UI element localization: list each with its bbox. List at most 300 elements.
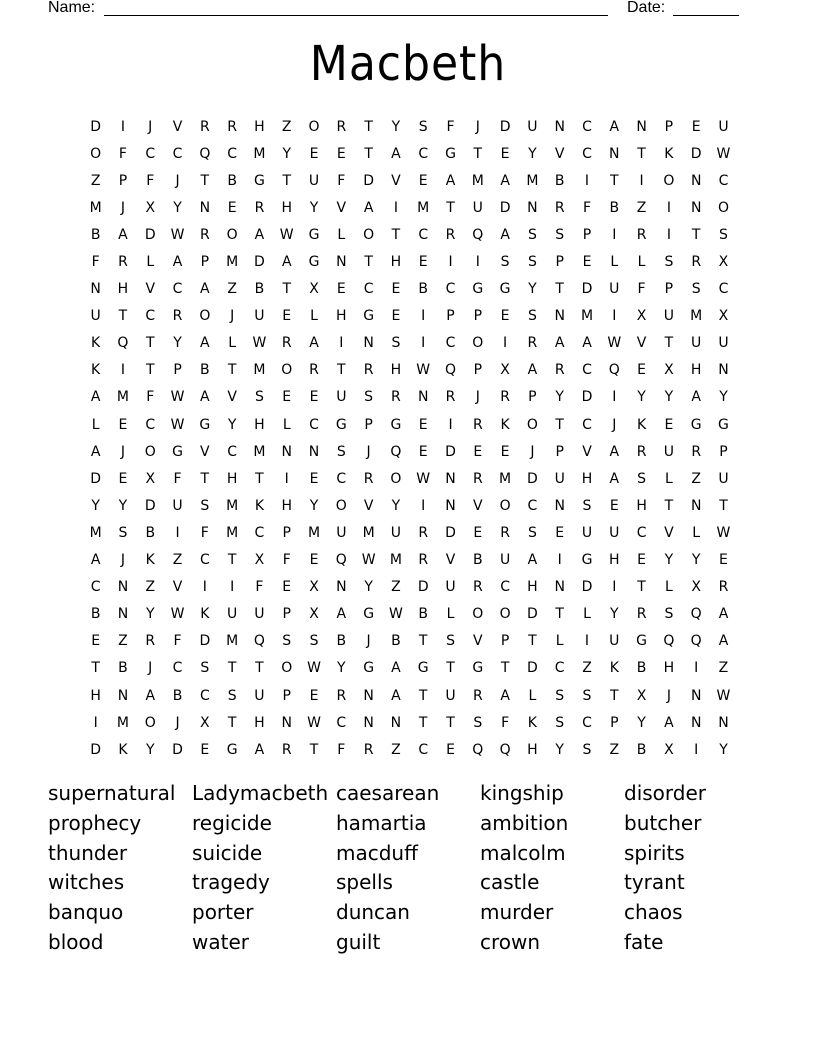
grid-letter[interactable]: P bbox=[528, 389, 537, 406]
grid-letter[interactable]: G bbox=[636, 633, 648, 650]
grid-letter[interactable]: X bbox=[636, 308, 647, 325]
grid-letter[interactable]: Y bbox=[391, 118, 401, 135]
grid-letter[interactable]: I bbox=[694, 660, 699, 677]
grid-letter[interactable]: O bbox=[90, 145, 102, 162]
grid-letter[interactable]: V bbox=[664, 524, 674, 541]
grid-letter[interactable]: T bbox=[118, 308, 128, 325]
grid-letter[interactable]: I bbox=[230, 579, 235, 596]
grid-letter[interactable]: D bbox=[144, 497, 156, 514]
grid-letter[interactable]: B bbox=[90, 226, 101, 243]
grid-letter[interactable]: M bbox=[526, 172, 539, 189]
grid-letter[interactable]: L bbox=[228, 335, 237, 352]
grid-letter[interactable]: U bbox=[445, 579, 456, 596]
grid-letter[interactable]: G bbox=[226, 741, 238, 758]
grid-letter[interactable]: G bbox=[472, 281, 484, 298]
grid-letter[interactable]: J bbox=[120, 199, 126, 216]
grid-letter[interactable]: O bbox=[663, 172, 675, 189]
grid-letter[interactable]: U bbox=[718, 470, 729, 487]
grid-letter[interactable]: B bbox=[227, 172, 237, 189]
grid-letter[interactable]: L bbox=[310, 308, 318, 325]
grid-letter[interactable]: Y bbox=[555, 389, 564, 406]
grid-letter[interactable]: N bbox=[690, 199, 702, 216]
grid-letter[interactable]: R bbox=[472, 687, 483, 704]
grid-letter[interactable]: X bbox=[718, 308, 729, 325]
grid-letter[interactable]: C bbox=[227, 443, 238, 460]
grid-letter[interactable]: K bbox=[636, 416, 647, 433]
grid-letter[interactable]: K bbox=[145, 552, 155, 569]
grid-letter[interactable]: E bbox=[500, 308, 510, 325]
grid-letter[interactable]: T bbox=[391, 226, 401, 243]
grid-letter[interactable]: R bbox=[472, 416, 483, 433]
grid-letter[interactable]: H bbox=[254, 416, 265, 433]
grid-letter[interactable]: H bbox=[609, 552, 620, 569]
grid-letter[interactable]: C bbox=[554, 660, 565, 677]
grid-letter[interactable]: L bbox=[583, 606, 591, 623]
grid-letter[interactable]: U bbox=[172, 497, 183, 514]
grid-letter[interactable]: T bbox=[637, 145, 646, 162]
grid-letter[interactable]: S bbox=[118, 524, 128, 541]
grid-letter[interactable]: R bbox=[636, 443, 647, 460]
grid-letter[interactable]: R bbox=[172, 308, 183, 325]
grid-letter[interactable]: Y bbox=[610, 606, 619, 623]
grid-letter[interactable]: Z bbox=[691, 470, 701, 487]
grid-letter[interactable]: C bbox=[418, 741, 429, 758]
grid-letter[interactable]: I bbox=[694, 741, 699, 758]
grid-letter[interactable]: E bbox=[582, 254, 592, 271]
grid-letter[interactable]: B bbox=[391, 633, 401, 650]
grid-letter[interactable]: F bbox=[173, 633, 182, 650]
grid-letter[interactable]: T bbox=[500, 660, 510, 677]
grid-letter[interactable]: N bbox=[636, 118, 647, 135]
grid-letter[interactable]: N bbox=[336, 579, 347, 596]
grid-letter[interactable]: H bbox=[281, 199, 292, 216]
grid-letter[interactable]: E bbox=[391, 281, 401, 298]
grid-letter[interactable]: V bbox=[554, 145, 565, 162]
grid-letter[interactable]: P bbox=[473, 308, 483, 325]
grid-letter[interactable]: W bbox=[307, 660, 321, 677]
grid-letter[interactable]: T bbox=[227, 552, 237, 569]
grid-letter[interactable]: C bbox=[145, 145, 156, 162]
grid-letter[interactable]: T bbox=[282, 172, 291, 189]
grid-letter[interactable]: Z bbox=[582, 660, 592, 677]
grid-letter[interactable]: S bbox=[664, 606, 674, 623]
grid-letter[interactable]: N bbox=[417, 389, 429, 406]
grid-letter[interactable]: B bbox=[636, 660, 647, 677]
grid-letter[interactable]: M bbox=[226, 254, 239, 271]
grid-letter[interactable]: Y bbox=[391, 497, 401, 514]
grid-letter[interactable]: G bbox=[718, 416, 729, 433]
grid-letter[interactable]: J bbox=[120, 443, 126, 460]
grid-letter[interactable]: R bbox=[718, 579, 729, 596]
grid-letter[interactable]: X bbox=[664, 741, 674, 758]
grid-letter[interactable]: R bbox=[227, 118, 237, 135]
grid-letter[interactable]: A bbox=[90, 389, 101, 406]
grid-letter[interactable]: J bbox=[175, 714, 180, 731]
grid-letter[interactable]: M bbox=[253, 145, 266, 162]
grid-letter[interactable]: A bbox=[391, 145, 401, 162]
grid-letter[interactable]: C bbox=[582, 362, 592, 379]
grid-letter[interactable]: A bbox=[691, 389, 701, 406]
grid-letter[interactable]: R bbox=[254, 199, 265, 216]
grid-letter[interactable]: P bbox=[664, 118, 674, 135]
grid-letter[interactable]: M bbox=[226, 633, 239, 650]
grid-letter[interactable]: Y bbox=[719, 741, 728, 758]
grid-letter[interactable]: T bbox=[637, 579, 646, 596]
grid-letter[interactable]: D bbox=[90, 118, 102, 135]
grid-letter[interactable]: F bbox=[501, 714, 510, 731]
grid-letter[interactable]: B bbox=[336, 633, 347, 650]
grid-letter[interactable]: B bbox=[418, 281, 429, 298]
grid-letter[interactable]: S bbox=[527, 308, 537, 325]
grid-letter[interactable]: C bbox=[418, 145, 429, 162]
grid-letter[interactable]: R bbox=[445, 389, 456, 406]
grid-letter[interactable]: C bbox=[445, 335, 456, 352]
grid-letter[interactable]: E bbox=[309, 687, 319, 704]
grid-letter[interactable]: Y bbox=[227, 416, 237, 433]
grid-letter[interactable]: I bbox=[448, 254, 453, 271]
grid-letter[interactable]: Y bbox=[145, 741, 155, 758]
grid-letter[interactable]: P bbox=[364, 416, 373, 433]
grid-letter[interactable]: N bbox=[445, 497, 456, 514]
grid-letter[interactable]: L bbox=[91, 416, 100, 433]
grid-letter[interactable]: T bbox=[555, 416, 564, 433]
grid-letter[interactable]: C bbox=[254, 524, 265, 541]
grid-letter[interactable]: J bbox=[666, 687, 671, 704]
grid-letter[interactable]: A bbox=[527, 362, 538, 379]
grid-letter[interactable]: P bbox=[582, 226, 592, 243]
grid-letter[interactable]: U bbox=[609, 633, 620, 650]
grid-letter[interactable]: E bbox=[336, 281, 346, 298]
grid-letter[interactable]: N bbox=[554, 579, 565, 596]
grid-letter[interactable]: M bbox=[499, 470, 512, 487]
grid-letter[interactable]: K bbox=[500, 416, 510, 433]
grid-letter[interactable]: A bbox=[336, 606, 347, 623]
grid-letter[interactable]: V bbox=[172, 579, 183, 596]
grid-letter[interactable]: E bbox=[118, 470, 128, 487]
grid-letter[interactable]: O bbox=[390, 470, 402, 487]
grid-letter[interactable]: N bbox=[554, 497, 565, 514]
grid-letter[interactable]: S bbox=[200, 660, 210, 677]
grid-letter[interactable]: J bbox=[230, 308, 235, 325]
grid-letter[interactable]: Z bbox=[636, 199, 647, 216]
grid-letter[interactable]: C bbox=[718, 172, 729, 189]
grid-letter[interactable]: F bbox=[146, 389, 155, 406]
grid-letter[interactable]: C bbox=[500, 579, 510, 596]
grid-letter[interactable]: M bbox=[690, 308, 703, 325]
grid-letter[interactable]: C bbox=[336, 470, 347, 487]
grid-letter[interactable]: V bbox=[227, 389, 237, 406]
grid-letter[interactable]: P bbox=[446, 308, 455, 325]
grid-letter[interactable]: R bbox=[691, 254, 702, 271]
grid-letter[interactable]: V bbox=[636, 335, 647, 352]
grid-letter[interactable]: O bbox=[226, 226, 238, 243]
grid-letter[interactable]: N bbox=[554, 118, 565, 135]
grid-letter[interactable]: Y bbox=[282, 145, 291, 162]
grid-letter[interactable]: F bbox=[146, 172, 155, 189]
grid-letter[interactable]: V bbox=[336, 199, 347, 216]
grid-letter[interactable]: U bbox=[609, 281, 620, 298]
grid-letter[interactable]: C bbox=[582, 416, 592, 433]
grid-letter[interactable]: V bbox=[145, 281, 156, 298]
grid-letter[interactable]: Z bbox=[391, 579, 401, 596]
grid-letter[interactable]: R bbox=[418, 552, 429, 569]
grid-letter[interactable]: N bbox=[363, 335, 374, 352]
grid-letter[interactable]: V bbox=[445, 552, 456, 569]
grid-letter[interactable]: Q bbox=[690, 606, 702, 623]
grid-letter[interactable]: D bbox=[690, 145, 702, 162]
grid-letter[interactable]: U bbox=[609, 524, 620, 541]
grid-letter[interactable]: Q bbox=[390, 443, 402, 460]
grid-letter[interactable]: S bbox=[527, 226, 537, 243]
grid-letter[interactable]: L bbox=[664, 579, 673, 596]
grid-letter[interactable]: R bbox=[199, 226, 210, 243]
grid-letter[interactable]: E bbox=[500, 145, 510, 162]
grid-letter[interactable]: A bbox=[254, 741, 265, 758]
grid-letter[interactable]: T bbox=[91, 660, 100, 677]
grid-letter[interactable]: M bbox=[116, 389, 129, 406]
grid-letter[interactable]: D bbox=[499, 199, 511, 216]
grid-letter[interactable]: R bbox=[281, 741, 292, 758]
grid-letter[interactable]: K bbox=[664, 145, 674, 162]
grid-letter[interactable]: M bbox=[253, 362, 266, 379]
grid-letter[interactable]: T bbox=[200, 470, 210, 487]
grid-letter[interactable]: R bbox=[472, 579, 483, 596]
grid-letter[interactable]: A bbox=[200, 281, 210, 298]
grid-letter[interactable]: H bbox=[390, 362, 402, 379]
grid-letter[interactable]: Y bbox=[637, 714, 646, 731]
grid-letter[interactable]: A bbox=[500, 172, 510, 189]
grid-letter[interactable]: U bbox=[227, 606, 238, 623]
grid-letter[interactable]: D bbox=[417, 579, 429, 596]
grid-letter[interactable]: N bbox=[117, 579, 129, 596]
grid-letter[interactable]: S bbox=[555, 687, 565, 704]
grid-letter[interactable]: U bbox=[527, 118, 538, 135]
grid-letter[interactable]: L bbox=[146, 254, 155, 271]
grid-letter[interactable]: K bbox=[118, 741, 128, 758]
grid-letter[interactable]: U bbox=[336, 524, 347, 541]
grid-letter[interactable]: A bbox=[500, 226, 510, 243]
grid-letter[interactable]: I bbox=[120, 362, 126, 379]
grid-letter[interactable]: C bbox=[582, 145, 592, 162]
grid-letter[interactable]: I bbox=[612, 579, 617, 596]
grid-letter[interactable]: A bbox=[718, 606, 729, 623]
grid-letter[interactable]: G bbox=[363, 606, 375, 623]
grid-letter[interactable]: C bbox=[718, 281, 729, 298]
grid-letter[interactable]: F bbox=[255, 579, 264, 596]
grid-letter[interactable]: C bbox=[172, 281, 183, 298]
grid-letter[interactable]: G bbox=[199, 416, 211, 433]
grid-letter[interactable]: G bbox=[363, 660, 375, 677]
grid-letter[interactable]: E bbox=[336, 145, 346, 162]
grid-letter[interactable]: G bbox=[254, 172, 265, 189]
grid-letter[interactable]: X bbox=[309, 281, 319, 298]
grid-letter[interactable]: R bbox=[636, 606, 647, 623]
grid-letter[interactable]: Y bbox=[555, 741, 564, 758]
grid-letter[interactable]: P bbox=[473, 362, 483, 379]
grid-letter[interactable]: A bbox=[609, 118, 620, 135]
grid-letter[interactable]: E bbox=[418, 254, 428, 271]
grid-letter[interactable]: N bbox=[281, 714, 292, 731]
grid-letter[interactable]: R bbox=[281, 335, 292, 352]
grid-letter[interactable]: W bbox=[607, 335, 622, 352]
grid-letter[interactable]: H bbox=[90, 687, 101, 704]
grid-letter[interactable]: D bbox=[527, 606, 538, 623]
grid-letter[interactable]: N bbox=[390, 714, 402, 731]
grid-letter[interactable]: P bbox=[500, 633, 510, 650]
grid-letter[interactable]: W bbox=[279, 226, 294, 243]
grid-letter[interactable]: X bbox=[309, 579, 319, 596]
grid-letter[interactable]: R bbox=[527, 335, 538, 352]
grid-letter[interactable]: Q bbox=[117, 335, 129, 352]
grid-letter[interactable]: Z bbox=[227, 281, 237, 298]
grid-letter[interactable]: E bbox=[637, 362, 647, 379]
grid-letter[interactable]: V bbox=[473, 497, 483, 514]
grid-letter[interactable]: G bbox=[472, 660, 484, 677]
grid-letter[interactable]: F bbox=[200, 524, 209, 541]
grid-letter[interactable]: U bbox=[718, 118, 729, 135]
grid-letter[interactable]: T bbox=[227, 362, 237, 379]
grid-letter[interactable]: A bbox=[200, 335, 210, 352]
grid-letter[interactable]: U bbox=[390, 524, 402, 541]
grid-letter[interactable]: C bbox=[145, 416, 156, 433]
grid-letter[interactable]: H bbox=[527, 741, 538, 758]
grid-letter[interactable]: C bbox=[199, 687, 210, 704]
grid-letter[interactable]: Q bbox=[199, 145, 211, 162]
grid-letter[interactable]: J bbox=[475, 118, 480, 135]
grid-letter[interactable]: H bbox=[581, 470, 593, 487]
grid-letter[interactable]: R bbox=[363, 362, 374, 379]
grid-letter[interactable]: S bbox=[691, 281, 701, 298]
grid-letter[interactable]: W bbox=[170, 226, 185, 243]
grid-letter[interactable]: D bbox=[90, 741, 102, 758]
grid-letter[interactable]: T bbox=[337, 362, 346, 379]
grid-letter[interactable]: O bbox=[281, 362, 293, 379]
grid-letter[interactable]: P bbox=[555, 254, 564, 271]
grid-letter[interactable]: F bbox=[637, 281, 646, 298]
grid-letter[interactable]: T bbox=[446, 660, 455, 677]
grid-letter[interactable]: G bbox=[390, 416, 402, 433]
grid-letter[interactable]: T bbox=[691, 226, 701, 243]
grid-letter[interactable]: X bbox=[718, 254, 729, 271]
grid-letter[interactable]: J bbox=[366, 633, 371, 650]
grid-letter[interactable]: E bbox=[309, 552, 319, 569]
grid-letter[interactable]: N bbox=[363, 714, 374, 731]
grid-letter[interactable]: S bbox=[418, 118, 428, 135]
grid-letter[interactable]: L bbox=[637, 254, 646, 271]
grid-letter[interactable]: C bbox=[445, 281, 456, 298]
grid-letter[interactable]: D bbox=[581, 389, 593, 406]
grid-letter[interactable]: T bbox=[473, 145, 483, 162]
grid-letter[interactable]: V bbox=[391, 172, 401, 189]
grid-letter[interactable]: W bbox=[716, 687, 731, 704]
grid-letter[interactable]: J bbox=[530, 443, 535, 460]
grid-letter[interactable]: I bbox=[584, 172, 590, 189]
grid-letter[interactable]: I bbox=[503, 335, 508, 352]
grid-letter[interactable]: S bbox=[282, 633, 292, 650]
grid-letter[interactable]: K bbox=[527, 714, 537, 731]
grid-letter[interactable]: H bbox=[527, 579, 538, 596]
grid-letter[interactable]: O bbox=[526, 416, 538, 433]
grid-letter[interactable]: F bbox=[446, 118, 455, 135]
grid-letter[interactable]: Y bbox=[719, 389, 728, 406]
grid-letter[interactable]: O bbox=[472, 606, 484, 623]
grid-letter[interactable]: H bbox=[390, 254, 402, 271]
grid-letter[interactable]: R bbox=[145, 633, 156, 650]
grid-letter[interactable]: O bbox=[335, 497, 347, 514]
grid-letter[interactable]: A bbox=[90, 443, 101, 460]
grid-letter[interactable]: A bbox=[90, 552, 101, 569]
grid-letter[interactable]: Y bbox=[118, 497, 128, 514]
grid-letter[interactable]: T bbox=[418, 714, 428, 731]
grid-letter[interactable]: E bbox=[418, 416, 428, 433]
grid-letter[interactable]: R bbox=[118, 254, 128, 271]
grid-letter[interactable]: B bbox=[90, 606, 101, 623]
grid-letter[interactable]: N bbox=[117, 606, 129, 623]
grid-letter[interactable]: X bbox=[664, 362, 674, 379]
grid-letter[interactable]: F bbox=[118, 145, 127, 162]
grid-letter[interactable]: Y bbox=[528, 281, 537, 298]
grid-letter[interactable]: C bbox=[145, 308, 156, 325]
grid-letter[interactable]: Q bbox=[608, 362, 620, 379]
grid-letter[interactable]: X bbox=[145, 470, 156, 487]
grid-letter[interactable]: W bbox=[716, 145, 731, 162]
grid-letter[interactable]: R bbox=[363, 741, 374, 758]
grid-letter[interactable]: K bbox=[91, 335, 101, 352]
grid-letter[interactable]: S bbox=[555, 714, 565, 731]
grid-letter[interactable]: N bbox=[336, 254, 347, 271]
grid-letter[interactable]: U bbox=[581, 524, 593, 541]
grid-letter[interactable]: E bbox=[637, 552, 647, 569]
grid-letter[interactable]: D bbox=[363, 172, 374, 189]
grid-letter[interactable]: N bbox=[281, 443, 292, 460]
grid-letter[interactable]: I bbox=[666, 199, 671, 216]
grid-letter[interactable]: D bbox=[581, 579, 593, 596]
grid-letter[interactable]: C bbox=[90, 579, 101, 596]
grid-letter[interactable]: I bbox=[421, 308, 426, 325]
grid-letter[interactable]: T bbox=[719, 497, 728, 514]
grid-letter[interactable]: E bbox=[418, 172, 428, 189]
grid-letter[interactable]: T bbox=[664, 497, 674, 514]
grid-letter[interactable]: M bbox=[116, 714, 129, 731]
grid-letter[interactable]: Z bbox=[172, 552, 183, 569]
grid-letter[interactable]: W bbox=[388, 606, 403, 623]
grid-letter[interactable]: T bbox=[364, 145, 373, 162]
grid-letter[interactable]: S bbox=[200, 497, 210, 514]
grid-letter[interactable]: O bbox=[499, 497, 511, 514]
grid-letter[interactable]: J bbox=[148, 660, 153, 677]
grid-letter[interactable]: A bbox=[200, 389, 210, 406]
grid-letter[interactable]: O bbox=[363, 226, 375, 243]
grid-letter[interactable]: U bbox=[445, 687, 456, 704]
grid-letter[interactable]: G bbox=[363, 308, 375, 325]
grid-letter[interactable]: E bbox=[609, 497, 619, 514]
grid-letter[interactable]: T bbox=[555, 606, 564, 623]
grid-letter[interactable]: S bbox=[527, 254, 537, 271]
grid-letter[interactable]: G bbox=[335, 416, 347, 433]
grid-letter[interactable]: Q bbox=[444, 362, 457, 379]
grid-letter[interactable]: E bbox=[282, 389, 292, 406]
grid-letter[interactable]: B bbox=[172, 687, 183, 704]
grid-letter[interactable]: T bbox=[446, 714, 455, 731]
grid-letter[interactable]: A bbox=[391, 660, 401, 677]
grid-letter[interactable]: Y bbox=[173, 335, 182, 352]
grid-letter[interactable]: A bbox=[554, 335, 565, 352]
grid-letter[interactable]: G bbox=[417, 660, 429, 677]
grid-letter[interactable]: X bbox=[691, 579, 701, 596]
grid-letter[interactable]: J bbox=[612, 416, 617, 433]
grid-letter[interactable]: T bbox=[610, 687, 619, 704]
grid-letter[interactable]: N bbox=[690, 687, 702, 704]
